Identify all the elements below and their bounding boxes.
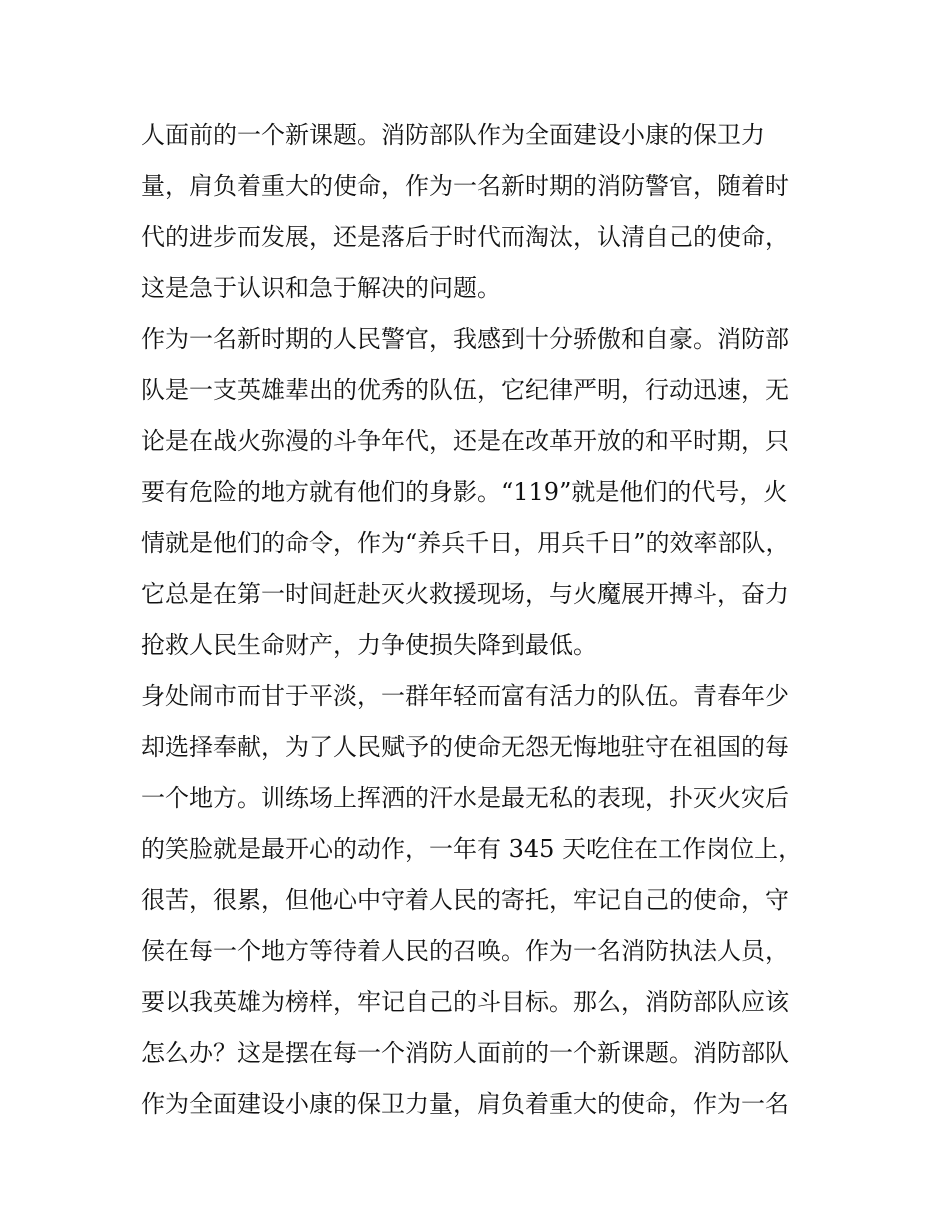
text-line: 侯在每一个地方等待着人民的召唤。作为一名消防执法人员，	[141, 937, 789, 965]
text-line: 人面前的一个新课题。消防部队作为全面建设小康的保卫力	[141, 121, 765, 149]
text-line: 要以我英雄为榜样，牢记自己的斗目标。那么，消防部队应该	[141, 988, 789, 1016]
text-line: 要有危险的地方就有他们的身影。“119”就是他们的代号，火	[141, 478, 788, 506]
text-line: 量，肩负着重大的使命，作为一名新时期的消防警官，随着时	[141, 172, 789, 200]
text-line: 一个地方。训练场上挥洒的汗水是最无私的表现，扑灭火灾后	[141, 784, 789, 812]
text-line: 很苦，很累，但他心中守着人民的寄托，牢记自己的使命，守	[141, 886, 789, 914]
text-line: 论是在战火弥漫的斗争年代，还是在改革开放的和平时期，只	[141, 427, 789, 455]
text-line: 身处闹市而甘于平淡，一群年轻而富有活力的队伍。青春年少	[141, 682, 789, 710]
text-line: 的笑脸就是最开心的动作，一年有 345 天吃住在工作岗位上，	[141, 835, 803, 863]
text-line: 怎么办？这是摆在每一个消防人面前的一个新课题。消防部队	[141, 1039, 789, 1067]
text-line: 这是急于认识和急于解决的问题。	[141, 274, 501, 302]
text-line: 抢救人民生命财产，力争使损失降到最低。	[141, 631, 597, 659]
body-text	[141, 110, 831, 1130]
text-line: 它总是在第一时间赶赴灭火救援现场，与火魔展开搏斗，奋力	[141, 580, 789, 608]
text-line: 却选择奉献，为了人民赋予的使命无怨无悔地驻守在祖国的每	[141, 733, 789, 761]
text-line: 队是一支英雄辈出的优秀的队伍，它纪律严明，行动迅速，无	[141, 376, 789, 404]
text-line: 作为全面建设小康的保卫力量，肩负着重大的使命，作为一名	[141, 1090, 789, 1118]
text-line: 情就是他们的命令，作为“养兵千日，用兵千日”的效率部队，	[141, 529, 790, 557]
text-line: 代的进步而发展，还是落后于时代而淘汰，认清自己的使命，	[141, 223, 789, 251]
text-line: 作为一名新时期的人民警官，我感到十分骄傲和自豪。消防部	[141, 325, 789, 353]
